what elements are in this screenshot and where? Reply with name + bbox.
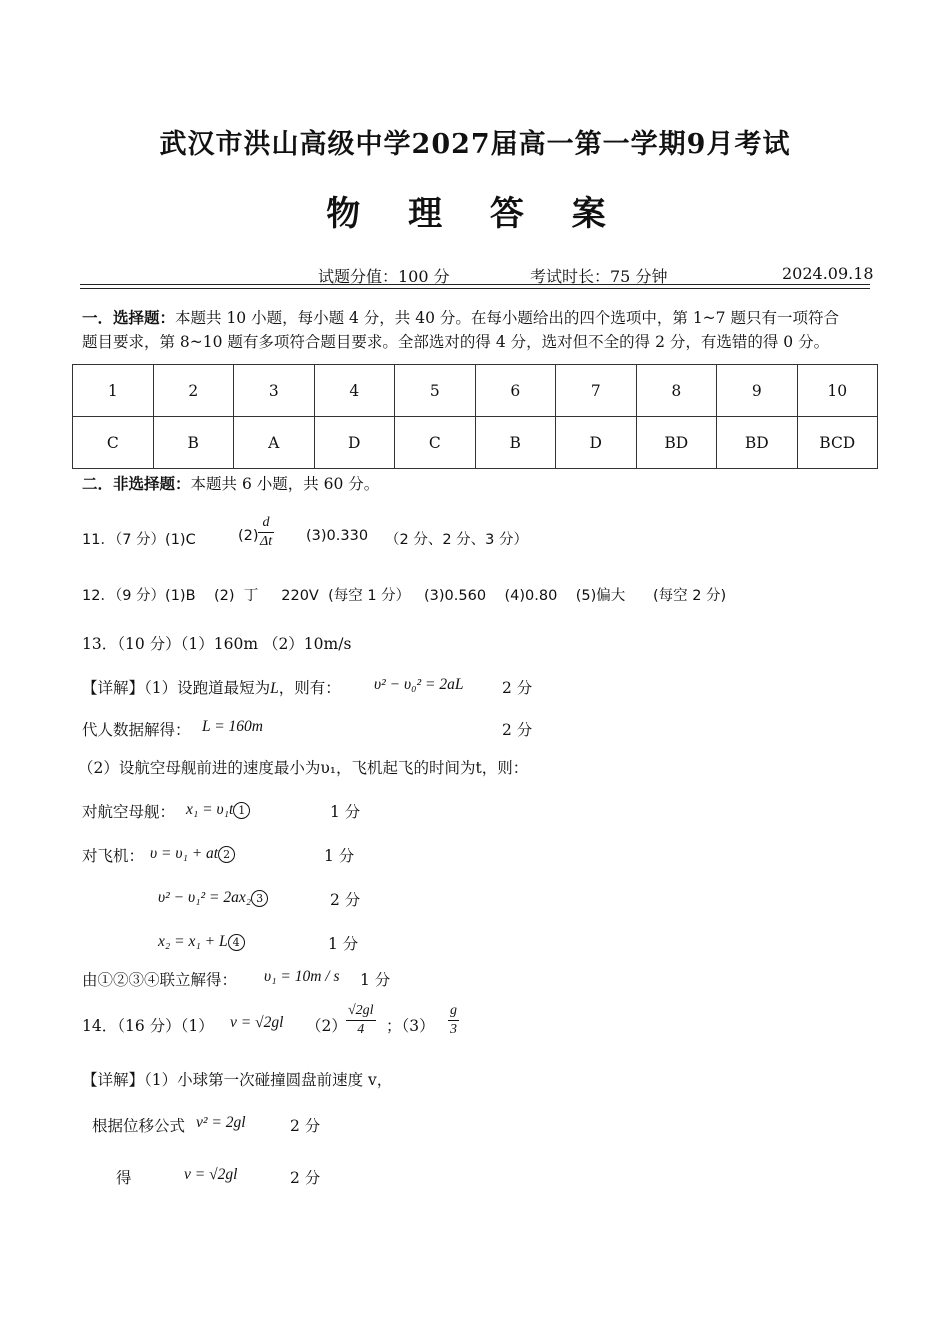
question-number-cell: 5 xyxy=(395,365,476,417)
answer-cell: D xyxy=(556,417,637,469)
header-rule-bottom xyxy=(80,288,870,289)
q13-eq-4-points: 1 分 xyxy=(330,803,361,821)
q13-eq-8: υ₁ = 10m / s xyxy=(264,968,340,985)
exam-score: 试题分值：100 分 xyxy=(318,267,450,286)
q13-detail-3: （2）设航空母舰前进的速度最小为υ₁，飞机起飞的时间为t，则： xyxy=(78,759,529,777)
q13-detail-8: 由①②③④联立解得： xyxy=(82,971,238,989)
answer-table-numbers-row xyxy=(73,365,878,417)
q14-part3-label: ；（3） xyxy=(386,1017,435,1035)
question-number-cell: 2 xyxy=(153,365,234,417)
q14-eq-3-points: 2 分 xyxy=(290,1169,321,1187)
q13-eq-8-points: 1 分 xyxy=(360,971,391,989)
q13-eq-4: x₁ = υ₁t 1 xyxy=(186,800,250,819)
q14-part2-label: （2） xyxy=(306,1017,347,1035)
answer-table xyxy=(72,364,878,469)
q11-part2-label: (2) xyxy=(238,528,259,544)
q13-detail-1: 【详解】（1）设跑道最短为L，则有： xyxy=(82,679,341,697)
answer-cell: D xyxy=(314,417,395,469)
page-title: 武汉市洪山高级中学2027届高一第一学期9月考试 xyxy=(159,129,791,160)
header-rule-top xyxy=(80,284,870,285)
q13-eq-6: υ² − υ₁² = 2ax₂ 3 xyxy=(158,888,268,907)
q13-detail-4: 对航空母舰： xyxy=(82,803,176,821)
q11-fraction: $\frac{d}{\Delta t}$ xyxy=(260,515,273,549)
q14-answer-1: v = √2gl xyxy=(230,1014,284,1031)
q13-detail-2: 代人数据解得： xyxy=(82,721,191,739)
q14-answer-2-fraction: $\frac{√2gl}{4}$ xyxy=(348,1003,374,1037)
q14-heading: 14．（16 分）（1） xyxy=(82,1017,214,1035)
section1-line1: 一．选择题：本题共 10 小题，每小题 4 分，共 40 分。在每小题给出的四个选项中，第 1~7 题只有一项符合 xyxy=(82,308,839,327)
q14-eq-2-points: 2 分 xyxy=(290,1117,321,1135)
q13-eq-2-points: 2 分 xyxy=(502,721,533,739)
q13-eq-7: x₂ = x₁ + L 4 xyxy=(158,932,245,951)
question-number-cell: 4 xyxy=(314,365,395,417)
section2-heading: 二．非选择题：本题共 6 小题，共 60 分。 xyxy=(82,474,380,493)
q14-detail-1: 【详解】（1）小球第一次碰撞圆盘前速度 v， xyxy=(82,1071,393,1089)
answer-table-answers-row xyxy=(73,417,878,469)
q11-part3: (3)0.330 xyxy=(306,528,369,544)
answer-cell: A xyxy=(234,417,315,469)
exam-date: 2024.09.18 xyxy=(782,264,874,283)
question-number-cell: 10 xyxy=(797,365,878,417)
circled-number-icon: 1 xyxy=(233,802,250,819)
q13-eq-2: L = 160m xyxy=(202,718,263,735)
circled-number-icon: 2 xyxy=(218,846,235,863)
q13-heading: 13．（10 分）（1）160m （2）10m/s xyxy=(82,635,352,653)
question-number-cell: 7 xyxy=(556,365,637,417)
q13-eq-5: υ = υ₁ + at 2 xyxy=(150,844,235,863)
exam-duration: 考试时长：75 分钟 xyxy=(530,267,668,286)
q14-detail-2: 根据位移公式 xyxy=(92,1117,186,1135)
page-subtitle: 物 理 答 案 xyxy=(326,194,624,234)
question-number-cell: 1 xyxy=(73,365,154,417)
q11-part1: 11．（7 分）(1)C xyxy=(82,532,196,548)
q12-line: 12．（9 分）(1)B (2) 丁 220V (每空 1 分） (3)0.560 (4)0.80 (5)偏大 (每空 2 分) xyxy=(82,588,727,604)
q13-eq-6-points: 2 分 xyxy=(330,891,361,909)
q13-eq-1: υ² − υ₀² = 2aL xyxy=(374,676,464,693)
q13-eq-5-points: 1 分 xyxy=(324,847,355,865)
q14-answer-3-fraction: $\frac{g}{3}$ xyxy=(450,1003,457,1037)
q14-eq-2: v² = 2gl xyxy=(196,1114,246,1131)
answer-cell: BD xyxy=(717,417,798,469)
answer-cell: C xyxy=(395,417,476,469)
answer-cell: BD xyxy=(636,417,717,469)
answer-cell: B xyxy=(153,417,234,469)
question-number-cell: 8 xyxy=(636,365,717,417)
q13-eq-1-points: 2 分 xyxy=(502,679,533,697)
q14-eq-3: v = √2gl xyxy=(184,1166,238,1183)
section1-line2: 题目要求，第 8~10 题有多项符合题目要求。全部选对的得 4 分，选对但不全的得 2 分，有选错的得 0 分。 xyxy=(82,333,830,351)
question-number-cell: 6 xyxy=(475,365,556,417)
q11-points-note: （2 分、2 分、3 分） xyxy=(385,532,529,548)
q13-eq-7-points: 1 分 xyxy=(328,935,359,953)
answer-cell: C xyxy=(73,417,154,469)
answer-cell: B xyxy=(475,417,556,469)
question-number-cell: 3 xyxy=(234,365,315,417)
circled-number-icon: 4 xyxy=(228,934,245,951)
question-number-cell: 9 xyxy=(717,365,798,417)
circled-number-icon: 3 xyxy=(251,890,268,907)
answer-cell: BCD xyxy=(797,417,878,469)
q14-detail-3: 得 xyxy=(116,1169,132,1187)
q13-detail-5: 对飞机： xyxy=(82,847,145,865)
